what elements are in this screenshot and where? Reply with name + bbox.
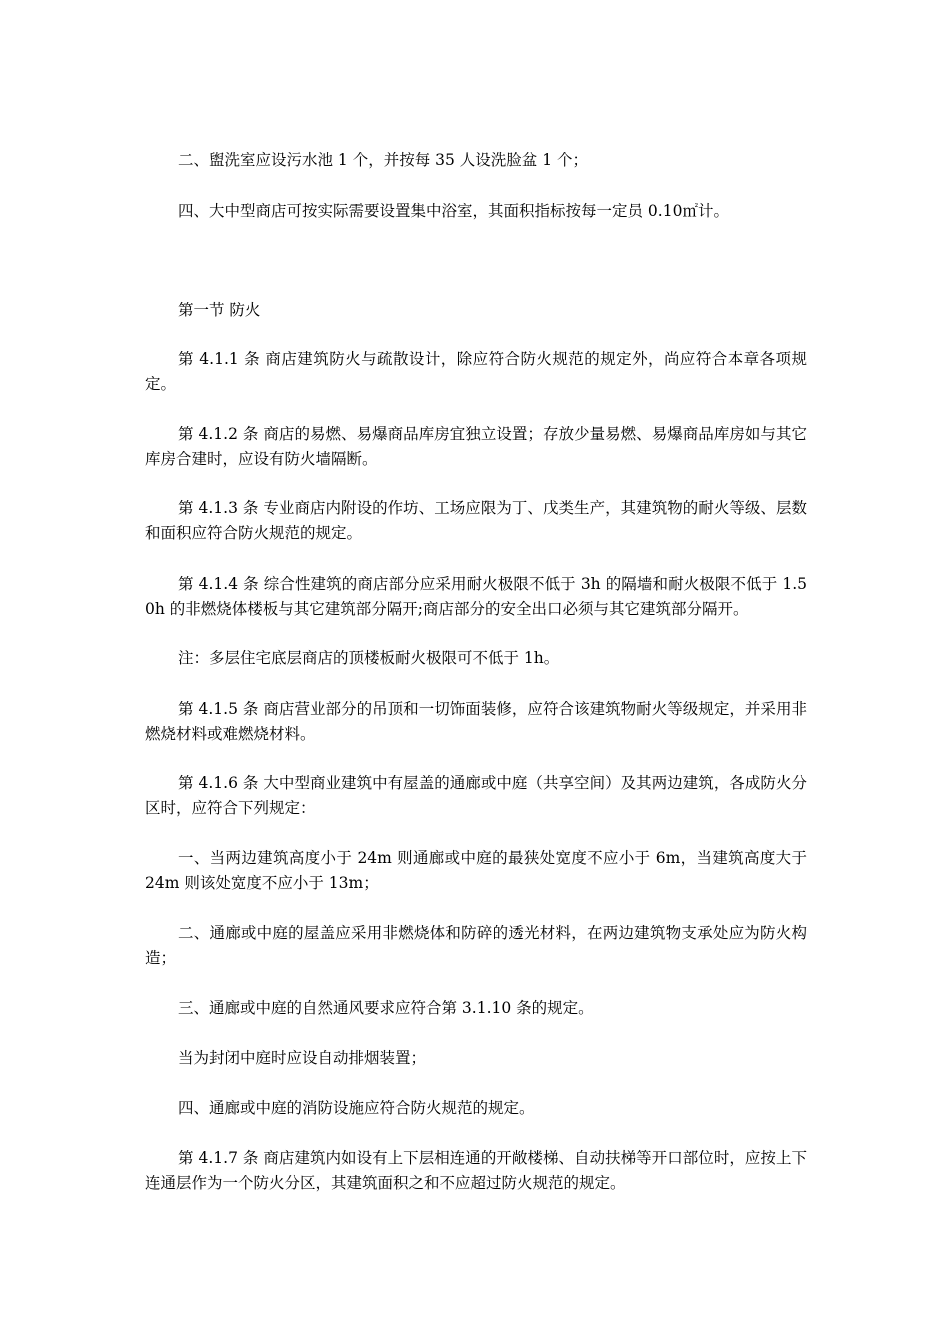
paragraph-closed-atrium: 当为封闭中庭时应设自动排烟装置； [178,1049,427,1067]
paragraph-article-4-1-1: 第 4.1.1 条 商店建筑防火与疏散设计，除应符合防火规范的规定外，尚应符合本章各项规定。 [145,350,807,393]
paragraph-article-4-1-3: 第 4.1.3 条 专业商店内附设的作坊、工场应限为丁、戊类生产，其建筑物的耐火等级、层数和面积应符合防火规范的规定。 [145,499,807,542]
section-heading-fire-prevention: 第一节 防火 [178,301,261,319]
paragraph-washroom: 二、盥洗室应设污水池 1 个，并按每 35 人设洗脸盆 1 个； [178,151,589,169]
paragraph-item-one: 一、当两边建筑高度小于 24m 则通廊或中庭的最狭处宽度不应小于 6m，当建筑高度大于 24m 则该处宽度不应小于 13m； [145,849,807,892]
paragraph-article-4-1-7: 第 4.1.7 条 商店建筑内如设有上下层相连通的开敞楼梯、自动扶梯等开口部位时，应按上下连通层作为一个防火分区，其建筑面积之和不应超过防火规范的规定。 [145,1149,807,1192]
paragraph-article-4-1-4: 第 4.1.4 条 综合性建筑的商店部分应采用耐火极限不低于 3h 的隔墙和耐火极限不低于 1.50h 的非燃烧体楼板与其它建筑部分隔开;商店部分的安全出口必须与其它建筑部分隔开。 [145,575,807,618]
paragraph-item-four: 四、通廊或中庭的消防设施应符合防火规范的规定。 [178,1099,535,1117]
paragraph-article-4-1-5: 第 4.1.5 条 商店营业部分的吊顶和一切饰面装修，应符合该建筑物耐火等级规定，并采用非燃烧材料或难燃烧材料。 [145,700,807,743]
paragraph-article-4-1-6: 第 4.1.6 条 大中型商业建筑中有屋盖的通廊或中庭（共享空间）及其两边建筑，各成防火分区时，应符合下列规定： [145,774,807,817]
paragraph-bathroom: 四、大中型商店可按实际需要设置集中浴室，其面积指标按每一定员 0.10㎡计。 [178,202,729,220]
paragraph-article-4-1-2: 第 4.1.2 条 商店的易燃、易爆商品库房宜独立设置；存放少量易燃、易爆商品库房如与其它库房合建时，应设有防火墙隔断。 [145,425,807,468]
paragraph-note: 注：多层住宅底层商店的顶楼板耐火极限可不低于 1h。 [178,649,560,667]
paragraph-item-three: 三、通廊或中庭的自然通风要求应符合第 3.1.10 条的规定。 [178,999,594,1017]
paragraph-item-two: 二、通廊或中庭的屋盖应采用非燃烧体和防碎的透光材料，在两边建筑物支承处应为防火构造； [145,924,807,967]
